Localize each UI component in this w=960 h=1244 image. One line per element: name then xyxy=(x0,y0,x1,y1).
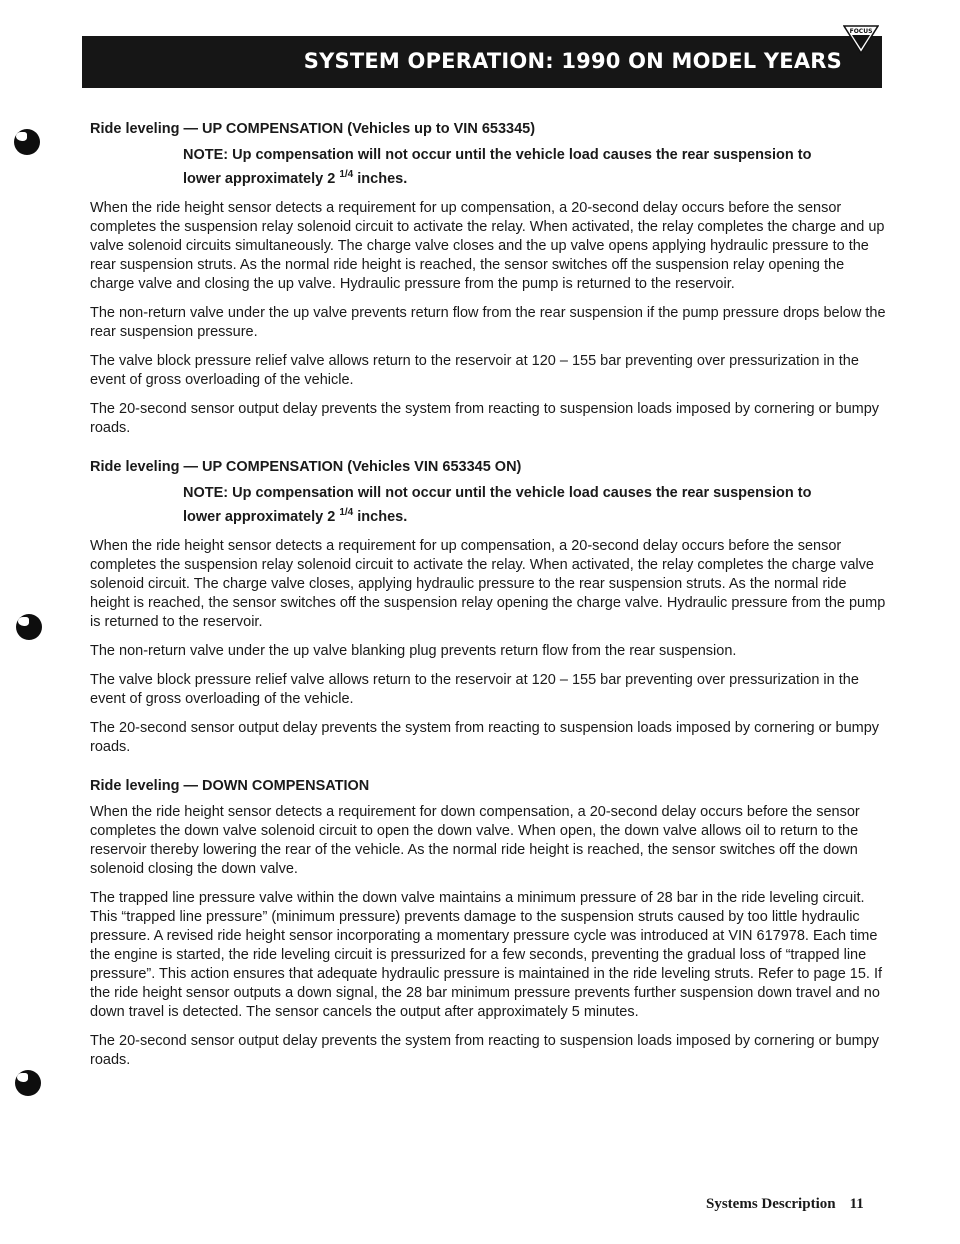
note-line-1: NOTE: Up compensation will not occur until the vehicle load causes the rear suspension to xyxy=(183,484,812,501)
section-heading: Ride leveling — UP COMPENSATION (Vehicles VIN 653345 ON) xyxy=(90,458,522,475)
page-number: 11 xyxy=(849,1196,864,1212)
section-up-compensation-post-653345 xyxy=(90,458,890,757)
paragraph: The non-return valve under the up valve prevents return flow from the rear suspension if the pump pressure drops below the rear suspension pressure. xyxy=(90,304,886,340)
svg-text:FOCUS: FOCUS xyxy=(849,28,873,35)
paragraph: The 20-second sensor output delay prevents the system from reacting to suspension loads imposed by cornering or bumpy roads. xyxy=(90,719,880,755)
paragraph: The 20-second sensor output delay prevents the system from reacting to suspension loads imposed by cornering or bumpy roads. xyxy=(90,400,880,436)
paragraph: The trapped line pressure valve within the down valve maintains a minimum pressure of 28 bar in the ride leveling circuit. This “trapped line pressure” (minimum pressure) prevents damage to the suspension struts caused by too little hydraulic pressure. A revised ride height sensor incorporating a momentary pressure cycle was introduced at VIN 617978. Each time the engine is started, the ride leveling circuit is pressurized for a few seconds, preventing the gradual loss of “trapped line pressure”. This action ensures that adequate hydraulic pressure is maintained in the ride leveling struts. Refer to page 15. If the ride height sensor outputs a down signal, the 28 bar minimum pressure prevents further suspension down travel and no down travel is detected. The sensor cancels the output after approximately 5 minutes. xyxy=(90,889,883,1020)
section-down-compensation xyxy=(90,777,890,1070)
focus-logo-icon xyxy=(843,24,879,54)
paragraph: When the ride height sensor detects a requirement for down compensation, a 20-second delay occurs before the sensor completes the down valve solenoid circuit to open the down valve. When open, the down valve allows oil to return to the reservoir thereby lowering the rear of the vehicle. As the normal ride height is reached, the sensor switches off the down solenoid closing the down valve. xyxy=(90,803,860,877)
binder-hole xyxy=(14,129,40,155)
page-header-banner xyxy=(82,36,882,88)
page-body xyxy=(90,120,890,1080)
paragraph: When the ride height sensor detects a requirement for up compensation, a 20-second delay occurs before the sensor completes the suspension relay solenoid circuit to activate the relay. When activated, the relay completes the charge and up valve solenoid circuits simultaneously. The charge valve closes and the up valve opens applying hydraulic pressure to the rear suspension struts. As the normal ride height is reached, the sensor switches off the suspension relay opening the charge valve and closing the up valve. Hydraulic pressure from the pump is returned to the reservoir. xyxy=(90,199,885,292)
section-heading: Ride leveling — UP COMPENSATION (Vehicles up to VIN 653345) xyxy=(90,121,536,137)
note-line-1: NOTE: Up compensation will not occur until the vehicle load causes the rear suspension to xyxy=(183,147,812,163)
note xyxy=(183,484,890,527)
fraction: 1/4 xyxy=(339,506,354,518)
page-footer xyxy=(706,1196,864,1213)
binder-hole xyxy=(15,1070,41,1096)
paragraph: The non-return valve under the up valve blanking plug prevents return flow from the rear suspension. xyxy=(90,642,737,659)
note-line-2: lower approximately 2 xyxy=(183,508,336,525)
note-line-2-end: inches. xyxy=(357,170,408,187)
footer-label: Systems Description xyxy=(706,1196,836,1212)
section-up-compensation-pre-653345 xyxy=(90,120,890,438)
section-heading: Ride leveling — DOWN COMPENSATION xyxy=(90,777,370,794)
paragraph: The valve block pressure relief valve allows return to the reservoir at 120 – 155 bar preventing over pressurization in the event of gross overloading of the vehicle. xyxy=(90,671,859,707)
page-title: SYSTEM OPERATION: 1990 ON MODEL YEARS xyxy=(303,49,842,73)
note xyxy=(183,146,890,189)
paragraph: The 20-second sensor output delay prevents the system from reacting to suspension loads imposed by cornering or bumpy roads. xyxy=(90,1032,880,1068)
note-line-2: lower approximately 2 xyxy=(183,170,336,187)
paragraph: The valve block pressure relief valve allows return to the reservoir at 120 – 155 bar preventing over pressurization in the event of gross overloading of the vehicle. xyxy=(90,352,859,388)
fraction: 1/4 xyxy=(339,169,354,180)
note-line-2-end: inches. xyxy=(357,508,408,525)
binder-hole xyxy=(16,614,42,640)
paragraph: When the ride height sensor detects a requirement for up compensation, a 20-second delay occurs before the sensor completes the suspension relay solenoid circuit to activate the relay. When activated, the relay completes the charge valve solenoid circuit. The charge valve closes, applying hydraulic pressure to the rear suspension struts. As the normal ride height is reached, the sensor switches off the suspension relay opening the charge valve. Hydraulic pressure from the pump is returned to the reservoir. xyxy=(90,537,886,630)
